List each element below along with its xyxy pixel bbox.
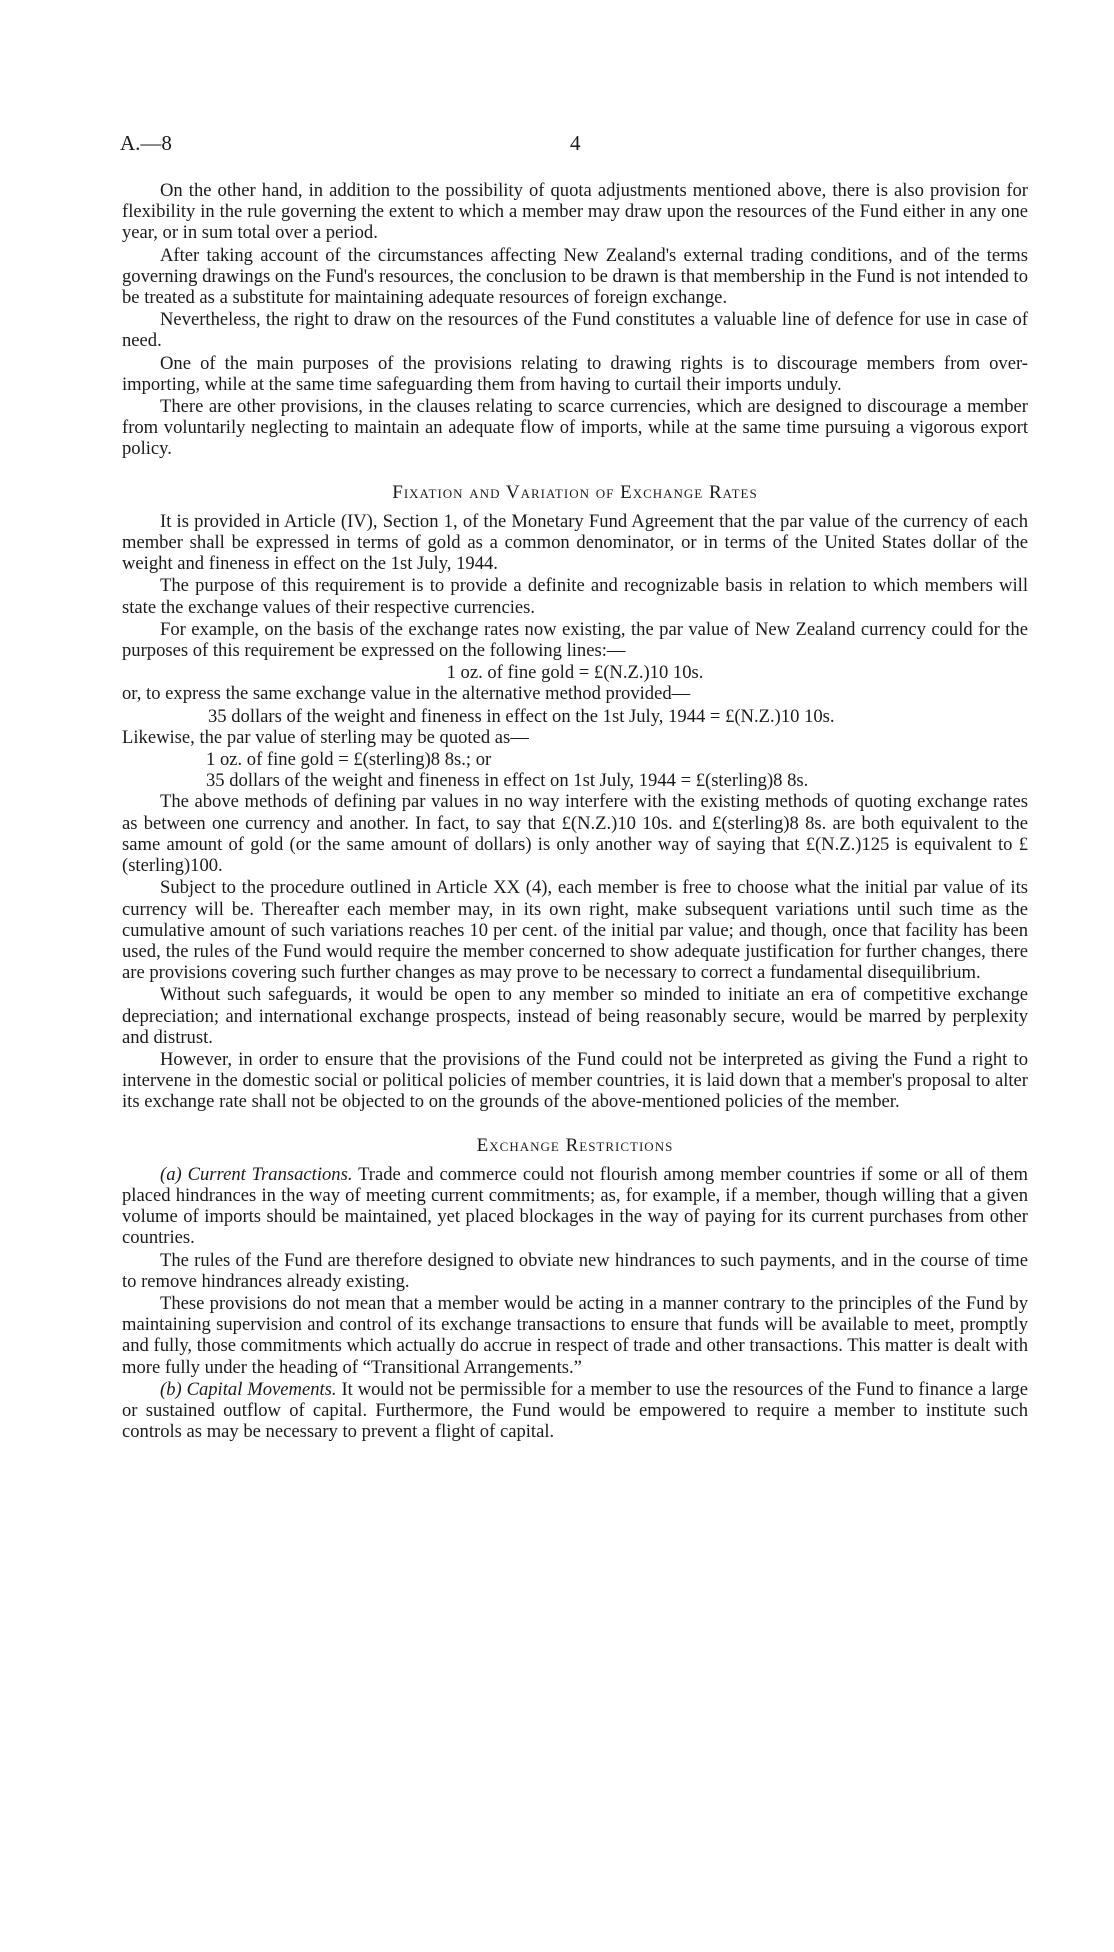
subheading-current-transactions: (a) Current Transactions. bbox=[160, 1163, 353, 1185]
paragraph: However, in order to ensure that the provisions of the Fund could not be interpreted as giving the Fund a right to intervene in the domestic social or political policies of member countries, it is laid down that a member's proposal to alter its exchange rate shall not be objected to on the grounds of the above-mentioned policies of the member. bbox=[122, 1048, 1028, 1113]
page-body bbox=[122, 180, 1028, 1443]
equation-line: 35 dollars of the weight and fineness in effect on 1st July, 1944 = £(sterling)8 8s. bbox=[206, 770, 809, 792]
paragraph: There are other provisions, in the clauses relating to scarce currencies, which are designed to discourage a member from voluntarily neglecting to maintain an adequate flow of imports, while at the same time pursuing a vigorous export policy. bbox=[122, 396, 1028, 460]
paragraph: It is provided in Article (IV), Section 1, of the Monetary Fund Agreement that the par value of the currency of each member shall be expressed in terms of gold as a common denominator, or in terms of the United States dollar of the weight and fineness in effect on the 1st July, 1944. bbox=[122, 510, 1028, 575]
equation-line: 1 oz. of fine gold = £(sterling)8 8s.; or bbox=[206, 749, 492, 771]
document-reference: A.—8 bbox=[120, 131, 172, 155]
paragraph-text: It would not be permissible for a member to use the resources of the Fund to finance a large or sustained outflow of capital. Furthermore, the Fund would be empowered to require a member to institute such controls as may be necessary to prevent a flight of capital. bbox=[122, 1378, 1028, 1443]
paragraph: Nevertheless, the right to draw on the resources of the Fund constitutes a valuable line of defence for use in case of need. bbox=[122, 309, 1028, 352]
paragraph: For example, on the basis of the exchange rates now existing, the par value of New Zealand currency could for the purposes of this requirement be expressed on the following lines:— bbox=[122, 618, 1028, 662]
equation-line: 1 oz. of fine gold = £(N.Z.)10 10s. bbox=[446, 662, 704, 684]
paragraph: The above methods of defining par values in no way interfere with the existing methods of quoting exchange rates as between one currency and another. In fact, to say that £(N.Z.)10 10s. and £(sterling)8 8s. are both equivalent to the same amount of gold (or the same amount of dollars) is only another way of saying that £(N.Z.)125 is equivalent to £(sterling)100. bbox=[122, 791, 1028, 877]
paragraph: The rules of the Fund are therefore designed to obviate new hindrances to such payments, and in the course of time to remove hindrances already existing. bbox=[122, 1249, 1028, 1292]
paragraph: or, to express the same exchange value in the alternative method provided— bbox=[122, 683, 691, 705]
subheading-capital-movements: (b) Capital Movements. bbox=[160, 1378, 337, 1400]
paragraph-current-transactions bbox=[122, 1164, 1028, 1249]
paragraph: Without such safeguards, it would be open to any member so minded to initiate an era of competitive exchange depreciation; and international exchange prospects, instead of being reasonably secure, would be marred by perplexity and distrust. bbox=[122, 984, 1028, 1048]
paragraph: Likewise, the par value of sterling may be quoted as— bbox=[122, 726, 529, 748]
paragraph: Subject to the procedure outlined in Article XX (4), each member is free to choose what the initial par value of its currency will be. Thereafter each member may, in its own right, make subsequent variations until such time as the cumulative amount of such variations reaches 10 per cent. of the initial par value; and though, once that facility has been used, the rules of the Fund would require the member concerned to show adequate justification for further changes, there are provisions covering such further changes as may prove to be necessary to correct a fundamental disequilibrium. bbox=[122, 877, 1028, 984]
paragraph-text: Trade and commerce could not flourish among member countries if some or all of them placed hindrances in the way of meeting current commitments; as, for example, if a member, though willing that a given volume of imports should be maintained, yet placed blockages in the way of paying for its current purchases from other countries. bbox=[122, 1163, 1028, 1249]
paragraph-capital-movements bbox=[122, 1379, 1028, 1443]
paragraph: The purpose of this requirement is to provide a definite and recognizable basis in relation to which members will state the exchange values of their respective currencies. bbox=[122, 575, 1028, 618]
paragraph: One of the main purposes of the provisions relating to drawing rights is to discourage members from over-importing, while at the same time safeguarding them from having to curtail their imports unduly. bbox=[122, 352, 1028, 395]
section-heading-fixation: Fixation and Variation of Exchange Rates bbox=[392, 481, 758, 503]
equation-line: 35 dollars of the weight and fineness in effect on the 1st July, 1944 = £(N.Z.)10 10s. bbox=[208, 705, 835, 727]
section-heading-restrictions: Exchange Restrictions bbox=[476, 1134, 674, 1156]
page-number: 4 bbox=[570, 131, 581, 155]
paragraph: After taking account of the circumstances affecting New Zealand's external trading conditions, and of the terms governing drawings on the Fund's resources, the conclusion to be drawn is that membership in the Fund is not intended to be treated as a substitute for maintaining adequate resources of foreign exchange. bbox=[122, 244, 1028, 309]
paragraph: On the other hand, in addition to the possibility of quota adjustments mentioned above, there is also provision for flexibility in the rule governing the extent to which a member may draw upon the resources of the Fund either in any one year, or in sum total over a period. bbox=[122, 180, 1028, 244]
paragraph: These provisions do not mean that a member would be acting in a manner contrary to the principles of the Fund by maintaining supervision and control of its exchange transactions to ensure that funds will be available to meet, promptly and fully, those commitments which actually do accrue in respect of trade and other transactions. This matter is dealt with more fully under the heading of “Transitional Arrangements.” bbox=[122, 1292, 1028, 1378]
